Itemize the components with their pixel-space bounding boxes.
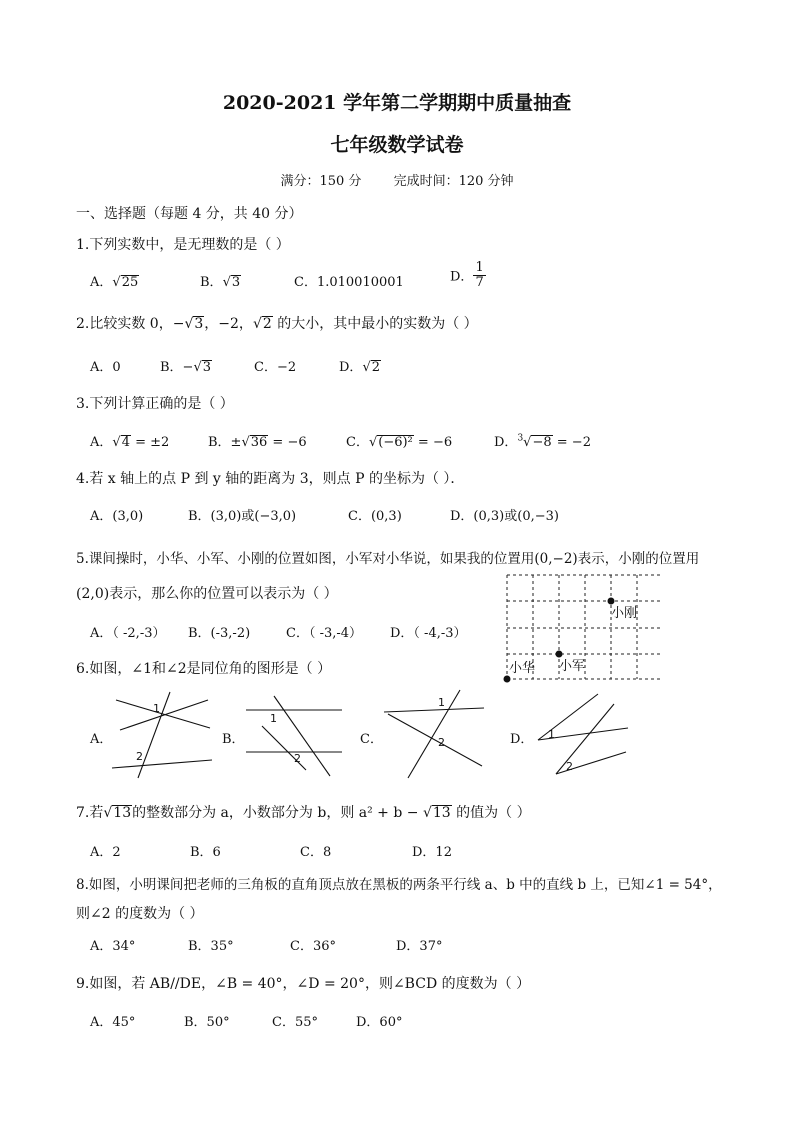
q3-option-d: D．$^3$√−8 = −2 xyxy=(494,433,591,450)
q6a-angle2: 2 xyxy=(136,750,143,763)
q5-position-grid xyxy=(505,573,665,685)
q6-option-d: D． xyxy=(510,732,534,747)
question-6-stem: 6.如图，∠1和∠2是同位角的图形是（ ） xyxy=(76,661,332,677)
q6-option-a: A． xyxy=(90,732,113,747)
q6-option-c: C． xyxy=(360,732,383,747)
q8-option-b: B．35° xyxy=(188,939,234,954)
q5-option-d: D．（ -4,-3） xyxy=(390,626,467,641)
q4-option-b: B．(3,0)或(−3,0) xyxy=(188,509,297,524)
q7-option-c: C．8 xyxy=(300,845,332,860)
q5-option-c: C．（ -3,-4） xyxy=(286,626,363,641)
q6d-angle2: 2 xyxy=(566,760,573,773)
q3-option-b: B．±√36 = −6 xyxy=(208,435,307,450)
q7-option-b: B．6 xyxy=(190,845,221,860)
full-score: 满分：150 分 xyxy=(280,174,362,189)
q7-option-d: D．12 xyxy=(412,845,452,860)
xiaojun-label: 小军 xyxy=(559,659,586,674)
xiaogang-point xyxy=(608,598,615,605)
question-5-stem-line1: 5.课间操时，小华、小军、小刚的位置如图，小军对小华说，如果我的位置用(0,−2)表示，小刚的位置用 xyxy=(76,551,700,567)
q6-figure-c xyxy=(380,686,490,780)
xiaohua-label: 小华 xyxy=(509,661,536,676)
q9-option-c: C．55° xyxy=(272,1015,318,1030)
q6b-angle2: 2 xyxy=(294,752,301,765)
q4-option-a: A．(3,0) xyxy=(90,509,144,524)
q9-option-b: B．50° xyxy=(184,1015,230,1030)
question-2-stem: 2.比较实数 0，−√3，−2，√2 的大小，其中最小的实数为（ ） xyxy=(76,316,478,332)
q1-option-a: A．√25 xyxy=(90,275,139,290)
q2-option-a: A．0 xyxy=(90,360,121,375)
q5-option-a: A．（ -2,-3） xyxy=(90,626,166,641)
q6-figure-b xyxy=(244,690,354,780)
question-1-stem: 1.下列实数中，是无理数的是（ ） xyxy=(76,237,290,253)
q6d-angle1: 1 xyxy=(548,728,555,741)
exam-meta xyxy=(0,170,794,189)
q1-option-d: D． $\frac{1}{7}$ xyxy=(450,260,484,290)
q3-option-c: C．√(−6)² = −6 xyxy=(346,435,453,450)
duration: 完成时间：120 分钟 xyxy=(393,174,514,189)
q2-option-b: B．−√3 xyxy=(160,360,212,375)
question-9-stem: 9.如图，若 AB//DE，∠B = 40°，∠D = 20°，则∠BCD 的度数为（ ） xyxy=(76,976,531,992)
q8-option-a: A．34° xyxy=(90,939,136,954)
question-5-stem-line2: (2,0)表示，那么你的位置可以表示为（ ） xyxy=(76,586,338,602)
q8-option-c: C．36° xyxy=(290,939,336,954)
question-3-stem: 3.下列计算正确的是（ ） xyxy=(76,396,234,412)
q6c-angle2: 2 xyxy=(438,736,445,749)
q8-option-d: D．37° xyxy=(396,939,443,954)
question-8-stem-line1: 8.如图，小明课间把老师的三角板的直角顶点放在黑板的两条平行线 a、b 中的直线 b 上，已知∠1 = 54°， xyxy=(76,877,722,893)
q2-option-c: C．−2 xyxy=(254,360,297,375)
q5-option-b: B．(-3,-2) xyxy=(188,626,251,641)
q9-option-a: A．45° xyxy=(90,1015,136,1030)
xiaojun-point xyxy=(556,651,563,658)
q2-option-d: D．√2 xyxy=(339,360,381,375)
q4-option-d: D．(0,3)或(0,−3) xyxy=(450,509,559,524)
q6-figure-a xyxy=(108,690,218,780)
section-heading: 一、选择题（每题 4 分，共 40 分） xyxy=(76,206,303,222)
q1-option-c: C．1.010010001 xyxy=(294,275,404,290)
q6-figure-d xyxy=(530,690,640,780)
q6b-angle1: 1 xyxy=(270,712,277,725)
q3-option-a: A．√4 = ±2 xyxy=(90,435,170,450)
q6-option-b: B． xyxy=(222,732,245,747)
question-4-stem: 4.若 x 轴上的点 P 到 y 轴的距离为 3，则点 P 的坐标为（ ）． xyxy=(76,471,465,487)
q4-option-c: C．(0,3) xyxy=(348,509,402,524)
exam-title: 2020-2021 学年第二学期期中质量抽查 xyxy=(222,92,572,114)
q7-option-a: A．2 xyxy=(90,845,121,860)
q1-option-b: B．√3 xyxy=(200,275,241,290)
xiaohua-point xyxy=(504,676,511,683)
q9-option-d: D．60° xyxy=(356,1015,403,1030)
question-7-stem: 7.若√13的整数部分为 a，小数部分为 b，则 a² + b − √13 的值为（ ） xyxy=(76,805,531,821)
xiaogang-label: 小刚 xyxy=(611,606,638,621)
q6a-angle1: 1 xyxy=(153,702,160,715)
question-8-stem-line2: 则∠2 的度数为（ ） xyxy=(76,906,204,922)
q6c-angle1: 1 xyxy=(438,696,445,709)
exam-subtitle: 七年级数学试卷 xyxy=(330,134,464,156)
